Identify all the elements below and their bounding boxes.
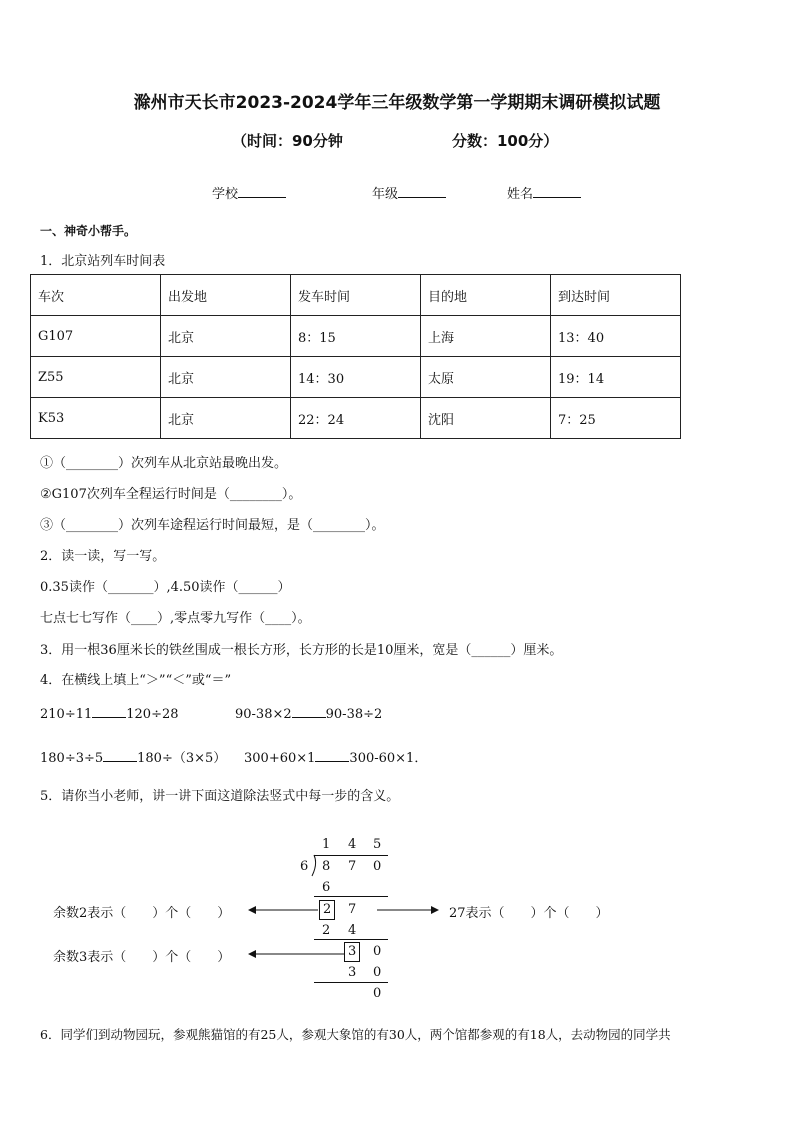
note-27: 27表示（ ）个（ ） [449, 906, 609, 921]
step-digit: 3 [348, 965, 357, 980]
table-cell: 22：24 [291, 398, 421, 439]
dividend-digit: 7 [348, 859, 357, 874]
q4-item3: 180÷3÷5 180÷（3×5） [40, 751, 227, 766]
page-title: 滁州市天长市2023-2024学年三年级数学第一学期期末调研模拟试题 [133, 93, 661, 113]
table-cell: 上海 [421, 316, 551, 357]
table-cell: 19：14 [551, 357, 681, 398]
remainder-3-boxed: 3 [348, 944, 357, 959]
q6-text: 6．同学们到动物园玩，参观熊猫馆的有25人，参观大象馆的有30人，两个馆都参观的有18人，去动物园的同学共 [40, 1027, 671, 1042]
col-header: 出发地 [161, 275, 291, 316]
table-cell: 沈阳 [421, 398, 551, 439]
col-header: 发车时间 [291, 275, 421, 316]
grade-label: 年级 [372, 187, 399, 202]
table-cell: 北京 [161, 357, 291, 398]
compare-blank[interactable] [315, 750, 349, 762]
school-field[interactable] [212, 183, 286, 202]
q2-line1: 0.35读作（_______）,4.50读作（______） [40, 580, 291, 595]
school-label: 学校 [212, 187, 239, 202]
q1-sub3: ③（________）次列车途程运行时间最短，是（________）。 [40, 518, 385, 533]
table-cell: 北京 [161, 398, 291, 439]
col-header: 车次 [31, 275, 161, 316]
step-digit: 0 [373, 944, 382, 959]
q4-item1: 210÷11 120÷28 [40, 707, 179, 722]
q2-label: 2．读一读，写一写。 [40, 549, 166, 564]
table-row [31, 357, 681, 398]
remainder-2-boxed: 2 [323, 902, 332, 917]
q2-line2: 七点七七写作（____）,零点零九写作（____）。 [40, 611, 311, 626]
exam-score: 分数：100分） [452, 132, 559, 150]
q1-label: 1．北京站列车时间表 [40, 254, 166, 269]
q1-sub2: ②G107次列车全程运行时间是（________）。 [40, 487, 302, 502]
col-header: 目的地 [421, 275, 551, 316]
compare-blank[interactable] [92, 706, 126, 718]
compare-blank[interactable] [292, 706, 326, 718]
table-cell: 太原 [421, 357, 551, 398]
q1-sub1: ①（________）次列车从北京站最晚出发。 [40, 456, 288, 471]
division-bar [314, 855, 388, 856]
divisor: 6 [300, 859, 309, 874]
q4-item2: 90-38×2 90-38÷2 [235, 707, 383, 722]
name-label: 姓名 [507, 187, 534, 202]
exam-time: （时间：90分钟 [232, 132, 343, 150]
division-bracket [308, 852, 318, 878]
train-schedule-table [30, 274, 681, 439]
table-cell: 8：15 [291, 316, 421, 357]
table-cell: G107 [31, 316, 161, 357]
quotient-digit: 4 [348, 837, 357, 852]
section-heading: 一、神奇小帮手。 [40, 224, 137, 238]
table-cell: 北京 [161, 316, 291, 357]
table-row [31, 316, 681, 357]
q4-label: 4．在横线上填上“＞”“＜”或“＝” [40, 673, 232, 688]
step-digit: 2 [322, 923, 331, 938]
note-remainder-3: 余数3表示（ ）个（ ） [53, 950, 231, 965]
arrow-right-icon [377, 904, 439, 916]
quotient-digit: 5 [373, 837, 382, 852]
q4-item4: 300+60×1 300-60×1． [244, 751, 428, 766]
table-cell: Z55 [31, 357, 161, 398]
quotient-digit: 1 [322, 837, 331, 852]
note-remainder-2: 余数2表示（ ）个（ ） [53, 906, 231, 921]
q3-text: 3．用一根36厘米长的铁丝围成一根长方形，长方形的长是10厘米，宽是（______）厘米。 [40, 643, 563, 658]
step-digit: 4 [348, 923, 357, 938]
step-digit: 6 [322, 880, 331, 895]
dividend-digit: 0 [373, 859, 382, 874]
grade-field[interactable] [372, 183, 446, 202]
arrow-left-icon [248, 948, 344, 960]
table-row [31, 398, 681, 439]
table-cell: K53 [31, 398, 161, 439]
name-field[interactable] [507, 183, 581, 202]
long-division [40, 830, 740, 1010]
col-header: 到达时间 [551, 275, 681, 316]
step-digit: 7 [348, 902, 357, 917]
table-cell: 13：40 [551, 316, 681, 357]
table-cell: 7：25 [551, 398, 681, 439]
q5-label: 5．请你当小老师，讲一讲下面这道除法竖式中每一步的含义。 [40, 789, 400, 804]
table-header-row [31, 275, 681, 316]
table-cell: 14：30 [291, 357, 421, 398]
dividend-digit: 8 [322, 859, 331, 874]
arrow-left-icon [248, 904, 318, 916]
step-digit: 0 [373, 965, 382, 980]
final-remainder: 0 [373, 986, 382, 1001]
compare-blank[interactable] [103, 750, 137, 762]
